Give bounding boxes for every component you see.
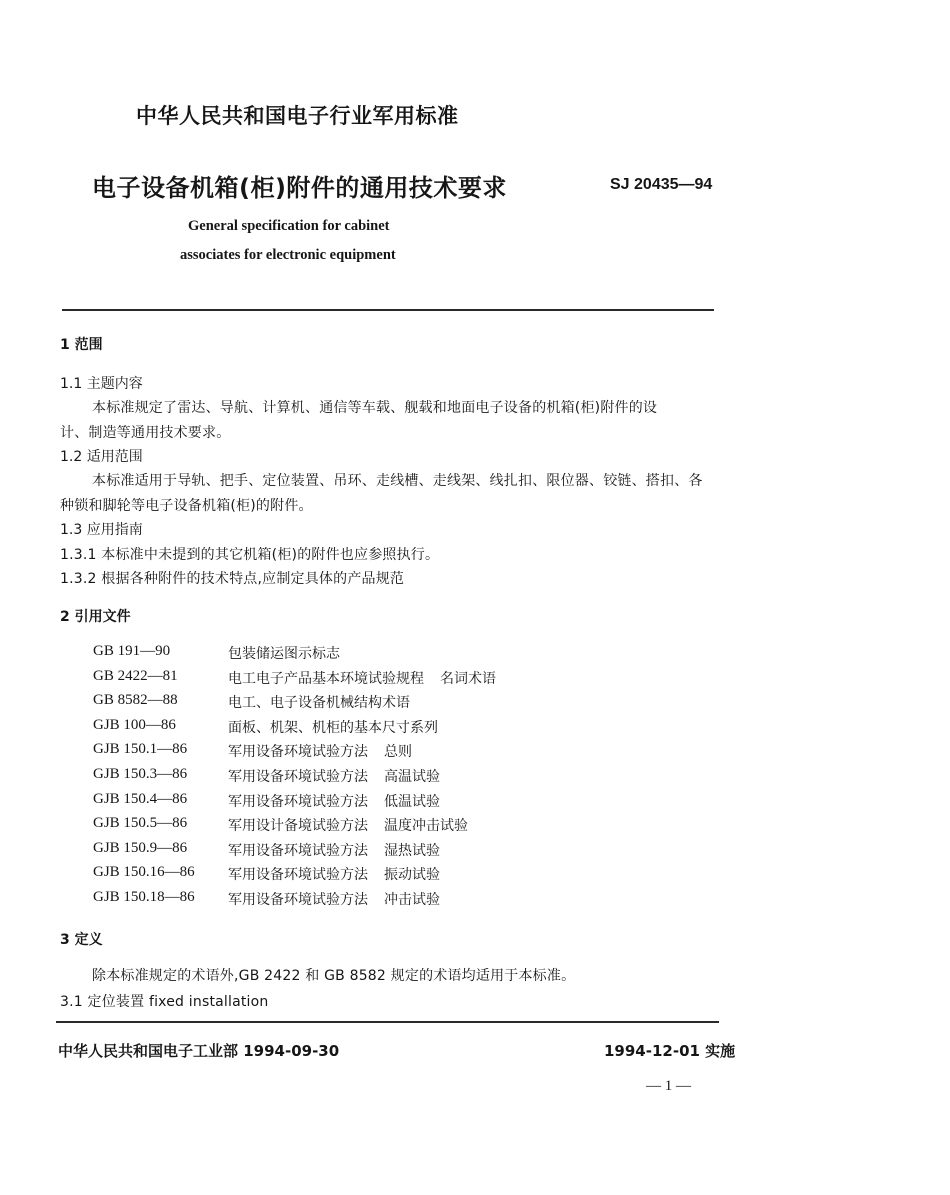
- section-1-1-heading: 1.1 主题内容: [60, 376, 143, 392]
- section-3-heading: 3 定义: [60, 932, 103, 948]
- issuer-date: 中华人民共和国电子工业部 1994-09-30: [58, 1042, 340, 1060]
- english-title-line2: associates for electronic equipment: [180, 247, 396, 263]
- ref-title: 军用设备环境试验方法 高温试验: [228, 769, 440, 785]
- document-title: 电子设备机箱(柜)附件的通用技术要求: [92, 174, 507, 202]
- ref-title: 面板、机架、机柜的基本尺寸系列: [228, 720, 438, 736]
- ref-code: GJB 150.5—86: [93, 815, 188, 831]
- ref-code: GB 8582—88: [93, 692, 178, 708]
- section-1-3-1-item: 1.3.1 本标准中未提到的其它机箱(柜)的附件也应参照执行。: [60, 547, 440, 563]
- ref-code: GJB 150.18—86: [93, 889, 195, 905]
- header-divider: [62, 309, 714, 311]
- section-2-heading: 2 引用文件: [60, 609, 131, 625]
- section-1-2-para-line2: 种锁和脚轮等电子设备机箱(柜)的附件。: [60, 498, 313, 514]
- ref-title: 军用设备环境试验方法 总则: [228, 744, 412, 760]
- ref-code: GJB 150.4—86: [93, 791, 188, 807]
- section-1-2-para-line1: 本标准适用于导轨、把手、定位装置、吊环、走线槽、走线架、线扎扣、限位器、铰链、搭扣、各: [92, 473, 703, 489]
- ref-title: 军用设计备境试验方法 温度冲击试验: [228, 818, 468, 834]
- section-1-1-para-line2: 计、制造等通用技术要求。: [60, 425, 231, 441]
- ref-code: GJB 150.16—86: [93, 864, 195, 880]
- ref-title: 包装储运图示标志: [228, 646, 340, 662]
- ref-code: GJB 100—86: [93, 717, 176, 733]
- section-1-3-heading: 1.3 应用指南: [60, 522, 143, 538]
- section-3-1-heading: 3.1 定位装置 fixed installation: [60, 994, 269, 1010]
- ref-title: 电工电子产品基本环境试验规程 名词术语: [228, 671, 496, 687]
- section-1-heading: 1 范围: [60, 337, 103, 353]
- effective-date: 1994-12-01 实施: [604, 1042, 736, 1060]
- section-1-1-para-line1: 本标准规定了雷达、导航、计算机、通信等车载、舰载和地面电子设备的机箱(柜)附件的设: [92, 400, 658, 416]
- section-1-2-heading: 1.2 适用范围: [60, 449, 143, 465]
- ref-title: 军用设备环境试验方法 低温试验: [228, 794, 440, 810]
- ref-title: 军用设备环境试验方法 湿热试验: [228, 843, 440, 859]
- ref-code: GB 2422—81: [93, 668, 178, 684]
- ref-code: GJB 150.3—86: [93, 766, 188, 782]
- section-3-para: 除本标准规定的术语外,GB 2422 和 GB 8582 规定的术语均适用于本标准。: [92, 968, 576, 984]
- standard-code: SJ 20435—94: [610, 176, 713, 193]
- issuing-body: 中华人民共和国电子行业军用标准: [136, 104, 459, 128]
- ref-title: 军用设备环境试验方法 冲击试验: [228, 892, 440, 908]
- ref-code: GB 191—90: [93, 643, 171, 659]
- ref-code: GJB 150.1—86: [93, 741, 188, 757]
- section-1-3-2-item: 1.3.2 根据各种附件的技术特点,应制定具体的产品规范: [60, 571, 405, 587]
- ref-title: 军用设备环境试验方法 振动试验: [228, 867, 440, 883]
- footer-divider: [56, 1021, 719, 1023]
- page-number: — 1 —: [646, 1078, 691, 1094]
- ref-title: 电工、电子设备机械结构术语: [228, 695, 410, 711]
- ref-code: GJB 150.9—86: [93, 840, 188, 856]
- english-title-line1: General specification for cabinet: [188, 218, 390, 234]
